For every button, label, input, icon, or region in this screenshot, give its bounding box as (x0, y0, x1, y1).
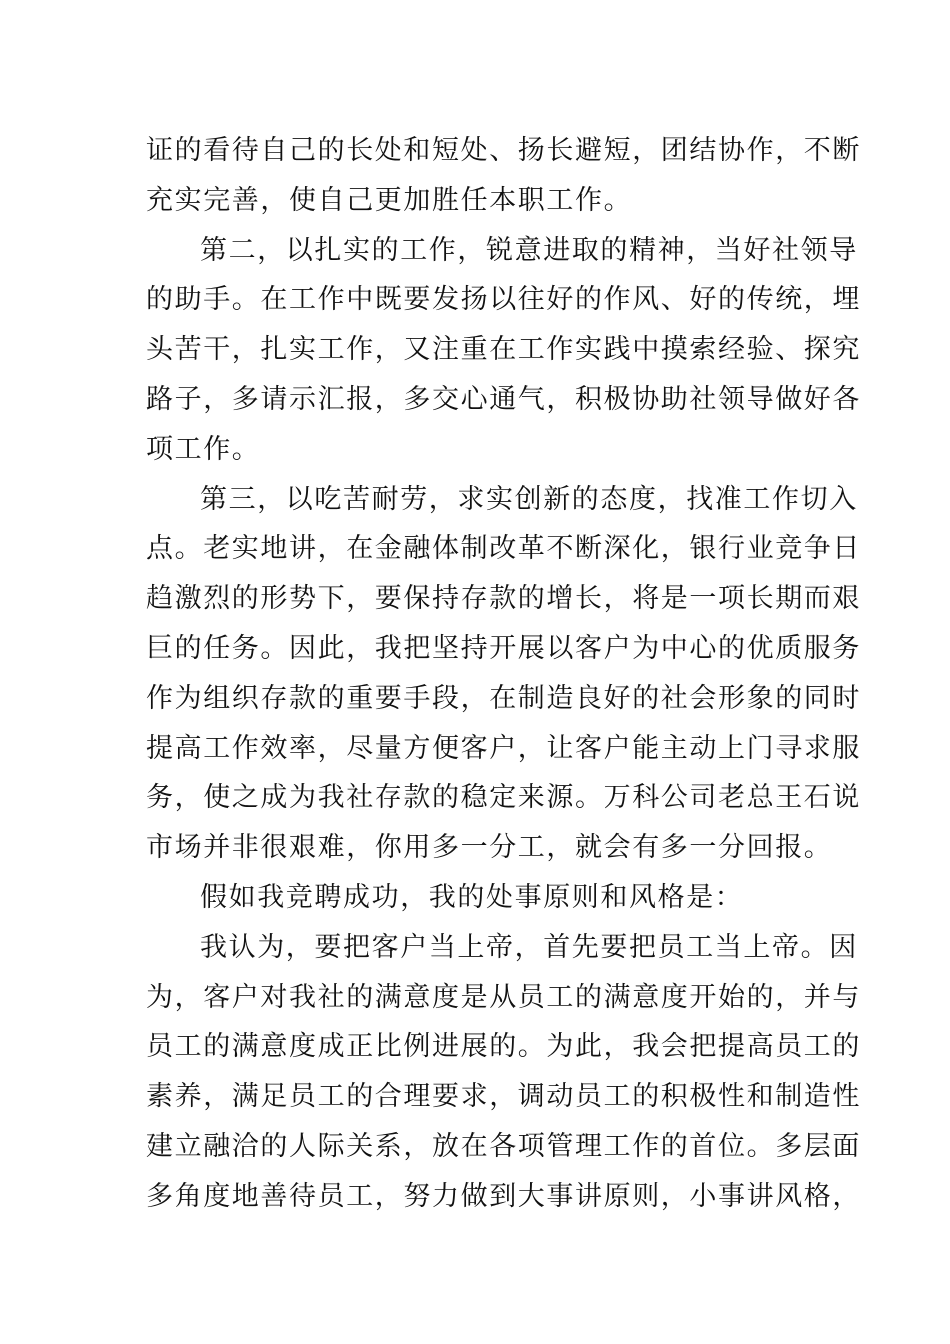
paragraph-start-line: 第二，以扎实的工作，锐意进取的精神，当好社领导 (200, 234, 858, 266)
text-line: 头苦干，扎实工作，又注重在工作实践中摸索经验、探究 (146, 334, 861, 366)
text-line: 点。老实地讲，在金融体制改革不断深化，银行业竞争日 (146, 533, 861, 565)
text-line: 路子，多请示汇报，多交心通气，积极协助社领导做好各 (146, 383, 861, 415)
text-line: 为，客户对我社的满意度是从员工的满意度开始的，并与 (146, 981, 861, 1013)
text-line: 作为组织存款的重要手段，在制造良好的社会形象的同时 (146, 682, 861, 714)
text-line: 多角度地善待员工，努力做到大事讲原则，小事讲风格， (146, 1180, 861, 1212)
text-line: 证的看待自己的长处和短处、扬长避短，团结协作，不断 (146, 135, 861, 166)
text-line: 项工作。 (146, 433, 261, 465)
paragraph-start-line: 我认为，要把客户当上帝，首先要把员工当上帝。因 (200, 931, 858, 963)
text-line: 充实完善，使自己更加胜任本职工作。 (146, 184, 633, 216)
paragraph-start-line: 假如我竞聘成功，我的处事原则和风格是： (200, 881, 744, 913)
paragraph-start-line: 第三，以吃苦耐劳，求实创新的态度，找准工作切入 (200, 483, 858, 515)
text-line: 巨的任务。因此，我把坚持开展以客户为中心的优质服务 (146, 632, 861, 664)
text-line: 提高工作效率，尽量方便客户，让客户能主动上门寻求服 (146, 732, 861, 764)
text-line: 的助手。在工作中既要发扬以往好的作风、好的传统，埋 (146, 284, 861, 316)
text-line: 市场并非很艰难，你用多一分工，就会有多一分回报。 (146, 832, 833, 864)
text-line: 素养，满足员工的合理要求，调动员工的积极性和制造性 (146, 1081, 861, 1113)
document-body (146, 126, 861, 1222)
text-line: 建立融洽的人际关系，放在各项管理工作的首位。多层面 (146, 1130, 861, 1162)
text-line: 员工的满意度成正比例进展的。为此，我会把提高员工的 (146, 1031, 861, 1063)
text-line: 务，使之成为我社存款的稳定来源。万科公司老总王石说 (146, 782, 861, 814)
text-line: 趋激烈的形势下，要保持存款的增长，将是一项长期而艰 (146, 583, 861, 615)
